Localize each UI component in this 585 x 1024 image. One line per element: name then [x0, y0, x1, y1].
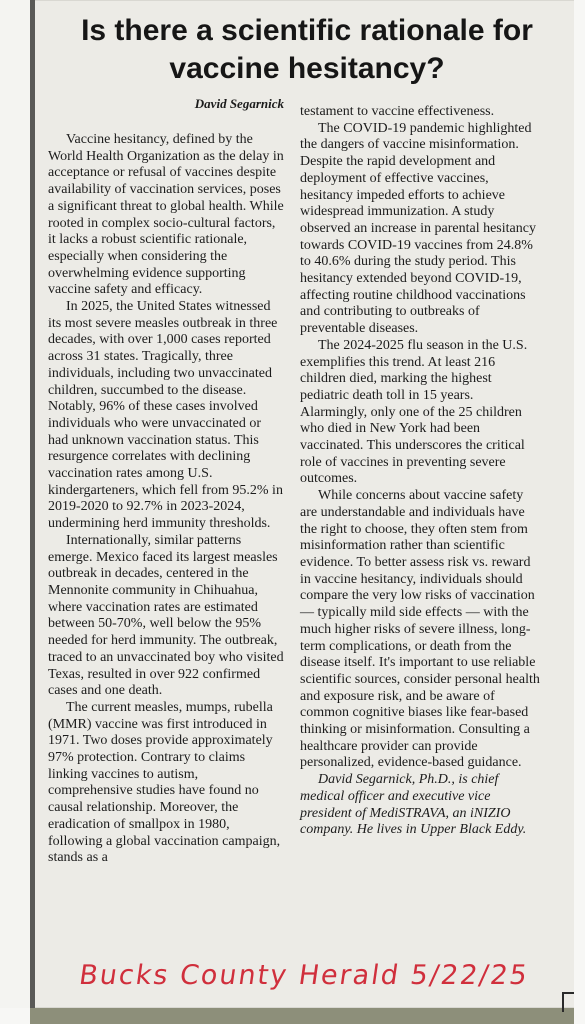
headline: Is there a scientific rationale for vaccine hesitancy?	[81, 14, 533, 85]
bottom-edge-band	[30, 1008, 574, 1024]
paragraph: Internationally, similar patterns emerge. Mexico faced its largest measles outbreak in decades, centered in the Mennonite community in Chihuahua, where vaccination rates are estimated between 50-70%, well below the 95% needed for herd immunity. The outbreak, traced to an unvaccinated boy who visited Texas, resulted in over 922 confirmed cases and one death.	[48, 532, 284, 699]
column-rule	[30, 0, 35, 1008]
paragraph: While concerns about vaccine safety are understandable and individuals have the right to choose, they often stem from misinformation rather than scientific evidence. To better assess risk vs. reward in vaccine hesitancy, individuals should compare the very low risks of vaccination — typically mild side effects — with the much higher risks of severe illness, long-term complications, or death from the disease itself. It's important to use reliable scientific sources, consider personal health and exposure risk, and be aware of common cognitive biases like fear-based thinking or misinformation. Consulting a healthcare provider can provide personalized, evidence-based guidance.	[300, 488, 540, 771]
paragraph: testament to vaccine effectiveness.	[300, 104, 495, 119]
handwritten-source-note: Bucks County Herald 5/22/25	[77, 960, 531, 991]
paragraph: In 2025, the United States witnessed its most severe measles outbreak in three decades, with over 1,000 cases reported across 31 states. Tragically, three individuals, including two unvaccinated children, succumbed to the disease. Notably, 96% of these cases involved individuals who were unvaccinated or had unknown vaccination status. This resurgence correlates with declining vaccination rates among U.S. kindergarteners, which fell from 95.2% in 2019-2020 to 92.7% in 2023-2024, undermining herd immunity thresholds.	[48, 299, 283, 532]
crop-mark	[562, 992, 574, 1012]
paragraph: Vaccine hesitancy, defined by the World Health Organization as the delay in acceptance or refusal of vaccines despite availability of vaccination services, poses a significant threat to global health. While rooted in complex socio-cultural factors, it lacks a robust scientific rationale, especially when considering the overwhelming evidence supporting vaccine safety and efficacy.	[48, 132, 284, 298]
article-column-1	[48, 132, 284, 867]
article-column-2	[300, 104, 540, 839]
page-margin-right	[574, 0, 585, 1024]
paragraph: The COVID-19 pandemic highlighted the dangers of vaccine misinformation. Despite the rapid development and deployment of effective vaccines, hesitancy impeded efforts to achieve widespread immunization. A study observed an increase in parental hesitancy towards COVID-19 vaccines from 24.8% to 40.6% during the study period. This hesitancy extended beyond COVID-19, affecting routine childhood vaccinations and contributing to outbreaks of preventable diseases.	[300, 120, 536, 337]
paragraph: The current measles, mumps, rubella (MMR) vaccine was first introduced in 1971. Two doses provide approximately 97% protection. Contrary to claims linking vaccines to autism, comprehensive studies have found no causal relationship. Moreover, the eradication of smallpox in 1980, following a global vaccination campaign, stands as a	[48, 699, 281, 866]
byline: David Segarnick	[194, 96, 284, 111]
author-bio: David Segarnick, Ph.D., is chief medical officer and executive vice president of MediSTRAVA, an iNIZIO company. He lives in Upper Black Eddy.	[300, 772, 527, 838]
paragraph: The 2024-2025 flu season in the U.S. exemplifies this trend. At least 216 children died, marking the highest pediatric death toll in 15 years. Alarmingly, only one of the 25 children who died in New York had been vaccinated. This underscores the critical role of vaccines in preventing severe outcomes.	[300, 337, 528, 487]
